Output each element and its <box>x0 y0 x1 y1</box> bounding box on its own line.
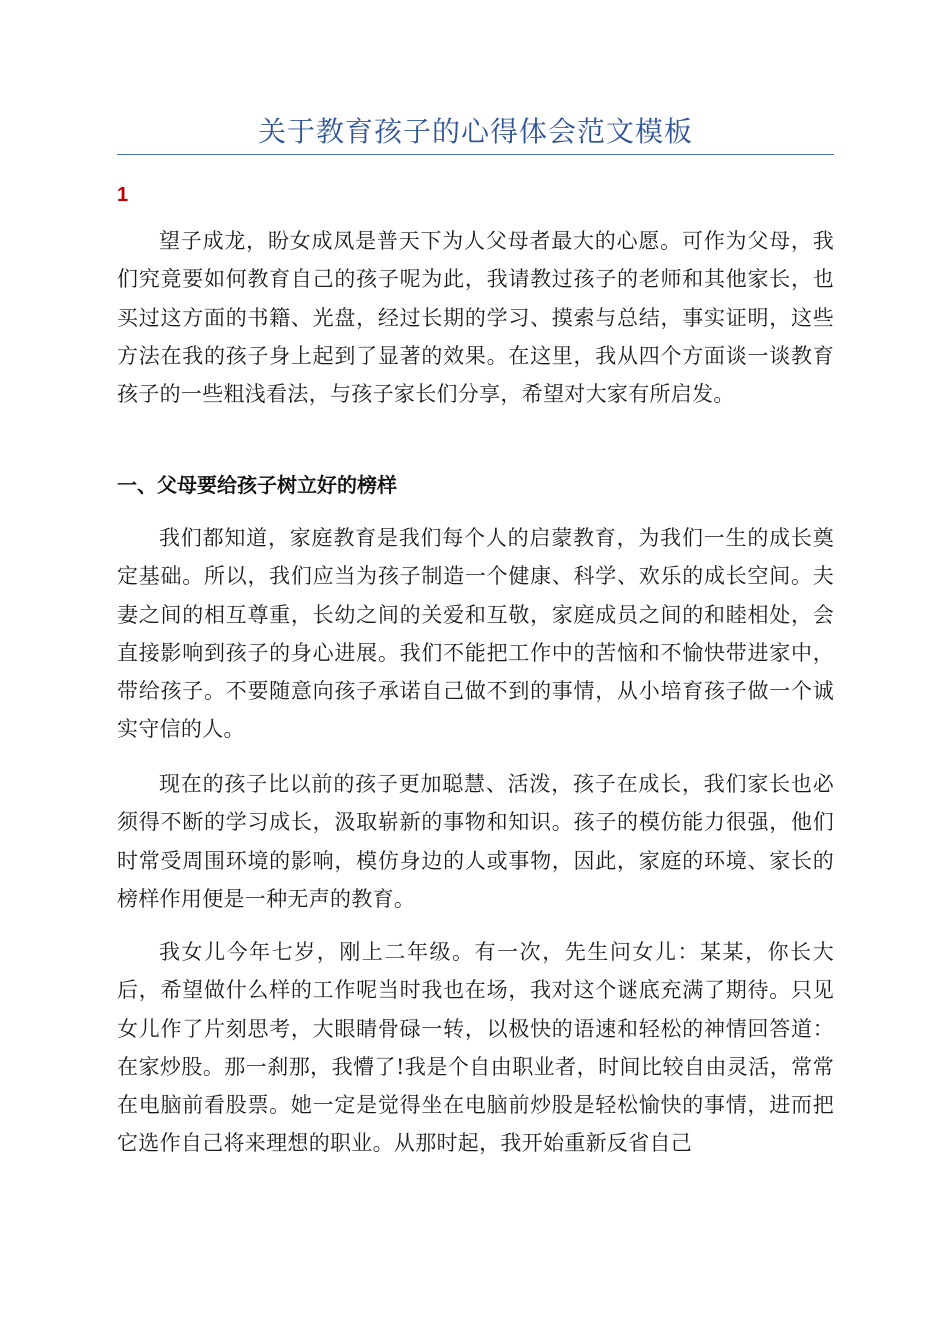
paragraph-role-model: 现在的孩子比以前的孩子更加聪慧、活泼，孩子在成长，我们家长也必须得不断的学习成长，汲取崭新的事物和知识。孩子的模仿能力很强，他们时常受周围环境的影响，模仿身边的人或事物，因此，家庭的环境、家长的榜样作用便是一种无声的教育。 <box>117 772 834 911</box>
paragraph-family-education: 我们都知道，家庭教育是我们每个人的启蒙教育，为我们一生的成长奠定基础。所以，我们应当为孩子制造一个健康、科学、欢乐的成长空间。夫妻之间的相互尊重，长幼之间的关爱和互敬，家庭成员之间的和睦相处，会直接影响到孩子的身心进展。我们不能把工作中的苦恼和不愉快带进家中，带给孩子。不要随意向孩子承诺自己做不到的事情，从小培育孩子做一个诚实守信的人。 <box>117 526 834 742</box>
paragraph-daughter-story: 我女儿今年七岁，刚上二年级。有一次，先生问女儿：某某，你长大后，希望做什么样的工作呢当时我也在场，我对这个谜底充满了期待。只见女儿作了片刻思考，大眼睛骨碌一转，以极快的语速和轻松的神情回答道：在家炒股。那一刹那，我懵了!我是个自由职业者，时间比较自由灵活，常常在电脑前看股票。她一定是觉得坐在电脑前炒股是轻松愉快的事情，进而把它选作自己将来理想的职业。从那时起，我开始重新反省自己 <box>117 940 834 1156</box>
section-heading-1: 一、父母要给孩子树立好的榜样 <box>117 473 397 497</box>
section-number: 1 <box>117 184 129 206</box>
title-underline <box>117 154 834 155</box>
document-title: 关于教育孩子的心得体会范文模板 <box>257 115 693 148</box>
paragraph-intro: 望子成龙，盼女成凤是普天下为人父母者最大的心愿。可作为父母，我们究竟要如何教育自己的孩子呢为此，我请教过孩子的老师和其他家长，也买过这方面的书籍、光盘，经过长期的学习、摸索与总结，事实证明，这些方法在我的孩子身上起到了显著的效果。在这里，我从四个方面谈一谈教育孩子的一些粗浅看法，与孩子家长们分享，希望对大家有所启发。 <box>117 229 834 407</box>
